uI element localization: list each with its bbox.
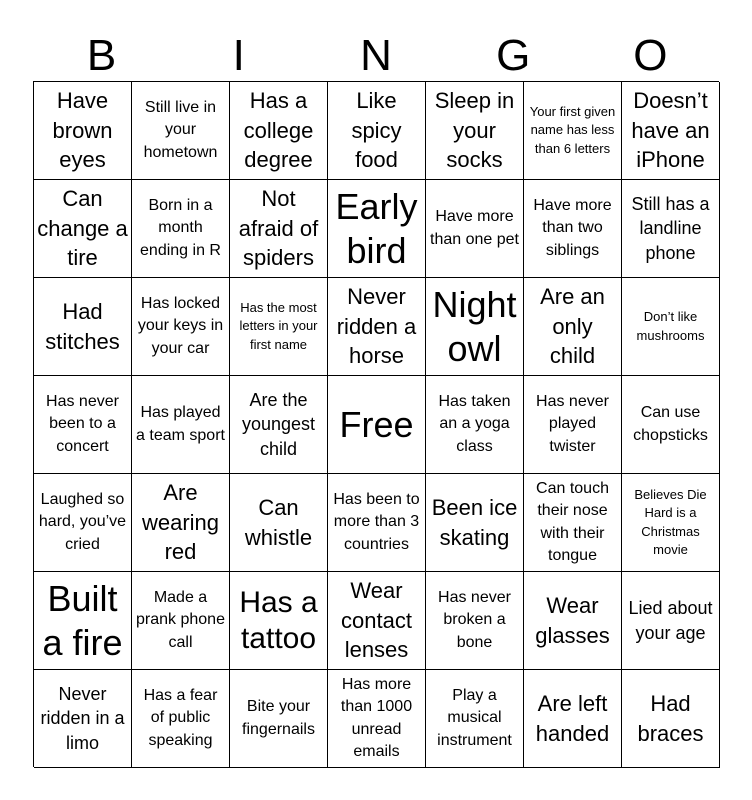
- bingo-cell[interactable]: Has locked your keys in your car: [132, 278, 230, 376]
- bingo-cell[interactable]: Don’t like mushrooms: [622, 278, 720, 376]
- bingo-cell[interactable]: Bite your fingernails: [230, 670, 328, 768]
- bingo-cell[interactable]: Believes Die Hard is a Christmas movie: [622, 474, 720, 572]
- bingo-cell[interactable]: Have more than two siblings: [524, 180, 622, 278]
- bingo-cell[interactable]: Not afraid of spiders: [230, 180, 328, 278]
- bingo-cell[interactable]: Never ridden in a limo: [34, 670, 132, 768]
- bingo-cell[interactable]: Play a musical instrument: [426, 670, 524, 768]
- header-letter-i: I: [232, 31, 245, 80]
- bingo-cell[interactable]: Has played a team sport: [132, 376, 230, 474]
- bingo-cell[interactable]: Have more than one pet: [426, 180, 524, 278]
- bingo-cell[interactable]: Been ice skating: [426, 474, 524, 572]
- bingo-header: [33, 30, 719, 82]
- bingo-cell[interactable]: Has more than 1000 unread emails: [328, 670, 426, 768]
- bingo-cell[interactable]: Early bird: [328, 180, 426, 278]
- bingo-cell[interactable]: Night owl: [426, 278, 524, 376]
- bingo-cell[interactable]: Can change a tire: [34, 180, 132, 278]
- bingo-cell[interactable]: Can use chopsticks: [622, 376, 720, 474]
- header-letter-o: O: [633, 31, 668, 80]
- bingo-cell[interactable]: Has the most letters in your first name: [230, 278, 328, 376]
- bingo-cell[interactable]: Still live in your hometown: [132, 82, 230, 180]
- bingo-cell[interactable]: Has a fear of public speaking: [132, 670, 230, 768]
- bingo-cell[interactable]: Doesn’t have an iPhone: [622, 82, 720, 180]
- bingo-cell[interactable]: Has never been to a concert: [34, 376, 132, 474]
- bingo-cell[interactable]: Built a fire: [34, 572, 132, 670]
- bingo-cell[interactable]: Sleep in your socks: [426, 82, 524, 180]
- bingo-cell[interactable]: Born in a month ending in R: [132, 180, 230, 278]
- bingo-cell[interactable]: Has been to more than 3 countries: [328, 474, 426, 572]
- bingo-cell[interactable]: Wear contact lenses: [328, 572, 426, 670]
- bingo-cell[interactable]: Are left handed: [524, 670, 622, 768]
- header-letter-b: B: [86, 31, 117, 80]
- bingo-grid: [33, 81, 719, 767]
- header-letter-g: G: [496, 31, 531, 80]
- bingo-cell[interactable]: Never ridden a horse: [328, 278, 426, 376]
- header-letter-n: N: [360, 31, 392, 80]
- bingo-cell[interactable]: Are the youngest child: [230, 376, 328, 474]
- bingo-cell[interactable]: Can whistle: [230, 474, 328, 572]
- bingo-cell[interactable]: Made a prank phone call: [132, 572, 230, 670]
- bingo-cell[interactable]: Can touch their nose with their tongue: [524, 474, 622, 572]
- bingo-cell[interactable]: Laughed so hard, you’ve cried: [34, 474, 132, 572]
- bingo-cell[interactable]: Has a college degree: [230, 82, 328, 180]
- bingo-cell[interactable]: Had braces: [622, 670, 720, 768]
- bingo-cell[interactable]: Still has a landline phone: [622, 180, 720, 278]
- bingo-cell[interactable]: Your first given name has less than 6 letters: [524, 82, 622, 180]
- bingo-cell[interactable]: Are an only child: [524, 278, 622, 376]
- bingo-cell[interactable]: Has taken an a yoga class: [426, 376, 524, 474]
- bingo-cell[interactable]: Lied about your age: [622, 572, 720, 670]
- bingo-cell[interactable]: Has a tattoo: [230, 572, 328, 670]
- bingo-cell[interactable]: Wear glasses: [524, 572, 622, 670]
- bingo-cell[interactable]: Had stitches: [34, 278, 132, 376]
- bingo-cell[interactable]: Has never played twister: [524, 376, 622, 474]
- bingo-cell[interactable]: Has never broken a bone: [426, 572, 524, 670]
- bingo-cell[interactable]: Have brown eyes: [34, 82, 132, 180]
- free-space-cell[interactable]: Free: [328, 376, 426, 474]
- bingo-cell[interactable]: Are wearing red: [132, 474, 230, 572]
- bingo-cell[interactable]: Like spicy food: [328, 82, 426, 180]
